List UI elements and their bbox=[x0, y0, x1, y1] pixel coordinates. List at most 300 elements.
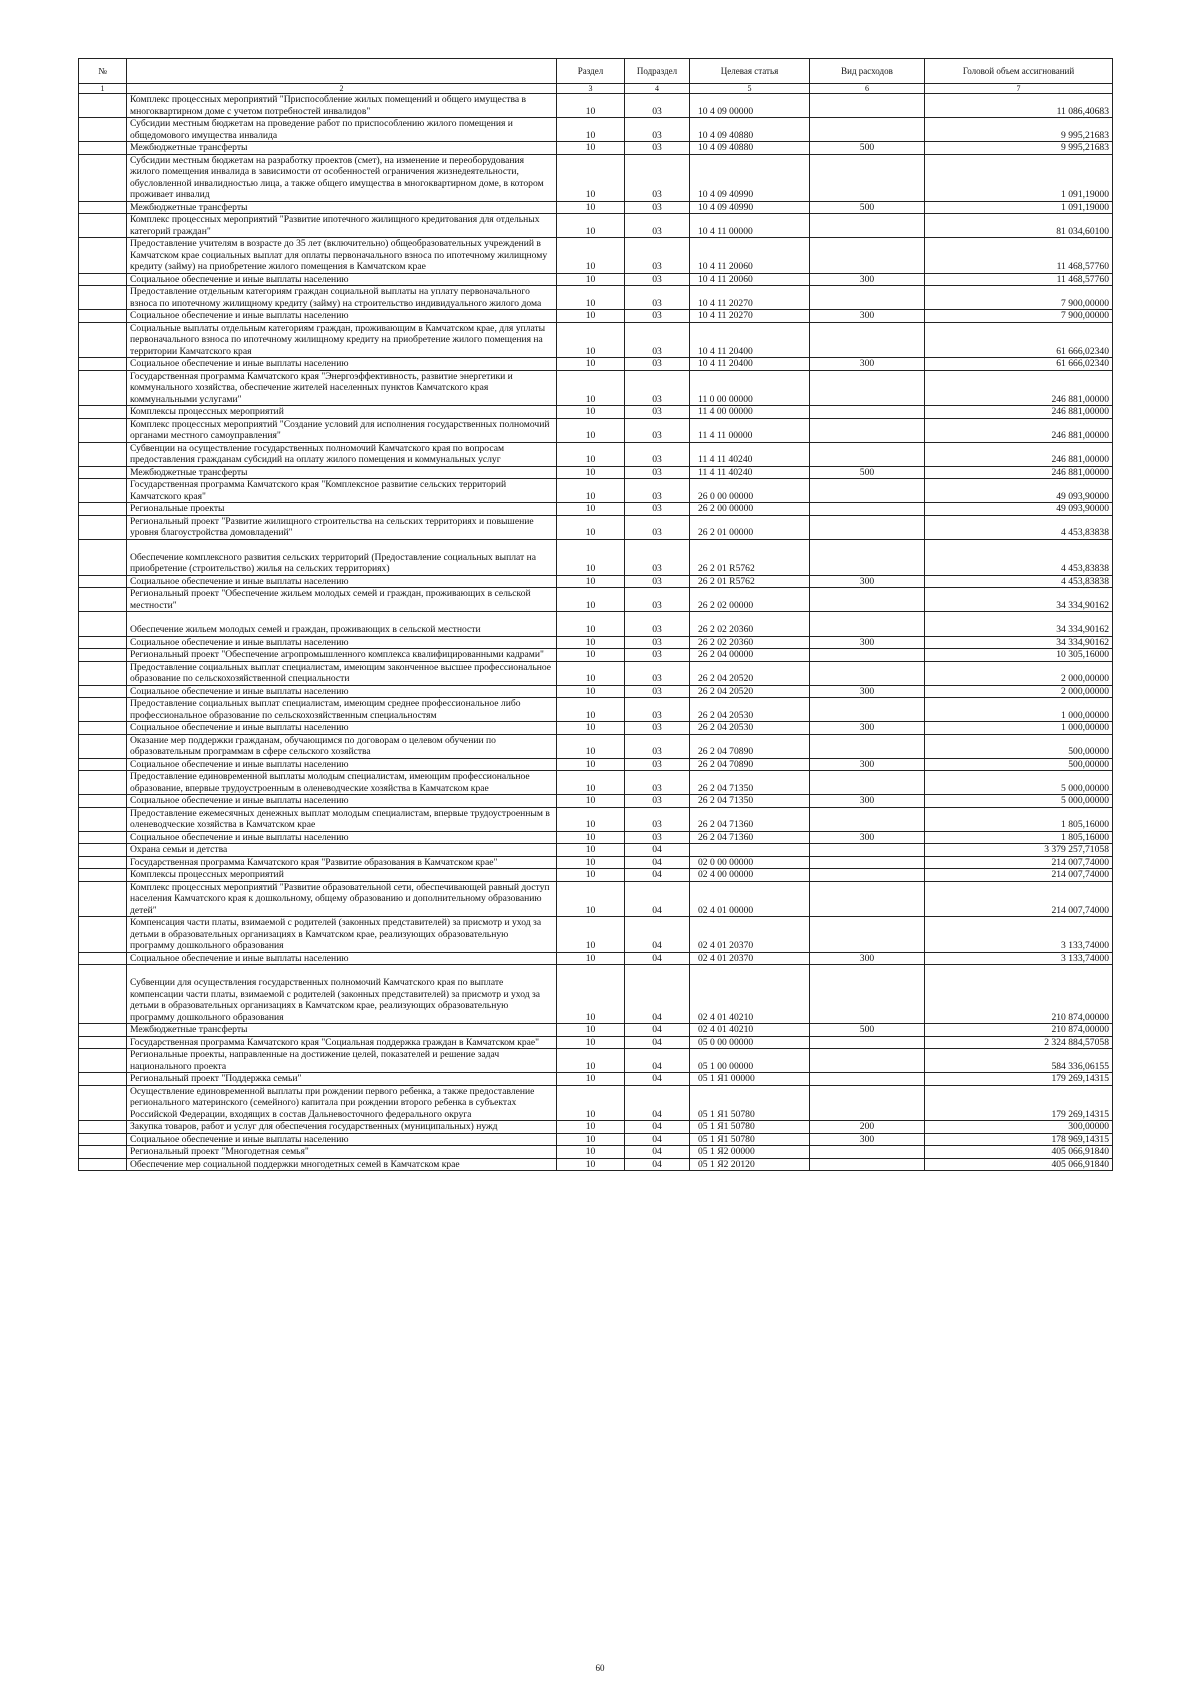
cell-num bbox=[79, 201, 127, 214]
cell-podrazdel: 03 bbox=[625, 698, 690, 722]
cell-amount: 9 995,21683 bbox=[925, 142, 1113, 155]
cell-target: 26 2 04 71350 bbox=[690, 771, 810, 795]
cell-target: 05 1 Я1 50780 bbox=[690, 1085, 810, 1121]
cell-target: 26 2 04 71360 bbox=[690, 807, 810, 831]
cell-target: 05 1 Я2 20120 bbox=[690, 1158, 810, 1171]
cell-target: 10 4 09 40880 bbox=[690, 118, 810, 142]
table-row bbox=[79, 917, 1113, 953]
cell-amount: 179 269,14315 bbox=[925, 1085, 1113, 1121]
cell-podrazdel: 03 bbox=[625, 649, 690, 662]
cell-num bbox=[79, 1073, 127, 1086]
table-row bbox=[79, 771, 1113, 795]
cell-vid bbox=[810, 661, 925, 685]
table-row bbox=[79, 636, 1113, 649]
table-row bbox=[79, 418, 1113, 442]
cell-target: 02 4 01 40210 bbox=[690, 965, 810, 1024]
cell-podrazdel: 03 bbox=[625, 322, 690, 358]
cell-vid: 500 bbox=[810, 466, 925, 479]
cell-podrazdel: 04 bbox=[625, 1133, 690, 1146]
table-row bbox=[79, 588, 1113, 612]
cell-target: 26 2 01 R5762 bbox=[690, 575, 810, 588]
cell-vid bbox=[810, 1158, 925, 1171]
cell-amount: 11 468,57760 bbox=[925, 238, 1113, 274]
cell-num bbox=[79, 1085, 127, 1121]
table-row bbox=[79, 952, 1113, 965]
cell-vid bbox=[810, 479, 925, 503]
cell-amount: 1 000,00000 bbox=[925, 698, 1113, 722]
table-row bbox=[79, 1133, 1113, 1146]
cell-name: Региональные проекты, направленные на достижение целей, показателей и решение задач национального проекта bbox=[127, 1049, 557, 1073]
table-row bbox=[79, 1146, 1113, 1159]
cell-vid: 300 bbox=[810, 273, 925, 286]
cell-vid bbox=[810, 370, 925, 406]
cell-num bbox=[79, 685, 127, 698]
cell-podrazdel: 03 bbox=[625, 539, 690, 575]
cell-name: Предоставление учителям в возрасте до 35 лет (включительно) общеобразовательных учреждений в Камчатском крае социальных выплат для оплаты первоначального взноса по ипотечному жилищному кредиту (займу) на приобретение жилого помещения в Камчатском крае bbox=[127, 238, 557, 274]
cell-razdel: 10 bbox=[557, 807, 625, 831]
cell-vid bbox=[810, 406, 925, 419]
cell-podrazdel: 04 bbox=[625, 965, 690, 1024]
table-row bbox=[79, 722, 1113, 735]
cell-podrazdel: 03 bbox=[625, 588, 690, 612]
cell-name: Социальное обеспечение и иные выплаты населению bbox=[127, 310, 557, 323]
cell-vid bbox=[810, 322, 925, 358]
cell-num bbox=[79, 722, 127, 735]
table-row bbox=[79, 831, 1113, 844]
cell-target: 11 4 11 40240 bbox=[690, 442, 810, 466]
cell-podrazdel: 03 bbox=[625, 466, 690, 479]
table-row bbox=[79, 795, 1113, 808]
table-row bbox=[79, 869, 1113, 882]
cell-amount: 11 086,40683 bbox=[925, 94, 1113, 118]
cell-podrazdel: 03 bbox=[625, 238, 690, 274]
table-row bbox=[79, 881, 1113, 917]
cell-amount: 405 066,91840 bbox=[925, 1158, 1113, 1171]
cell-num bbox=[79, 771, 127, 795]
cell-vid: 300 bbox=[810, 758, 925, 771]
cell-amount: 7 900,00000 bbox=[925, 310, 1113, 323]
cell-razdel: 10 bbox=[557, 94, 625, 118]
cell-name: Региональный проект "Поддержка семьи" bbox=[127, 1073, 557, 1086]
cell-podrazdel: 03 bbox=[625, 685, 690, 698]
cell-podrazdel: 03 bbox=[625, 831, 690, 844]
cell-podrazdel: 04 bbox=[625, 1158, 690, 1171]
cell-vid bbox=[810, 1146, 925, 1159]
cell-name: Межбюджетные трансферты bbox=[127, 142, 557, 155]
cell-amount: 1 805,16000 bbox=[925, 807, 1113, 831]
cell-podrazdel: 03 bbox=[625, 479, 690, 503]
header-index-row bbox=[79, 84, 1113, 94]
cell-razdel: 10 bbox=[557, 698, 625, 722]
cell-podrazdel: 03 bbox=[625, 661, 690, 685]
cell-podrazdel: 04 bbox=[625, 856, 690, 869]
table-row bbox=[79, 442, 1113, 466]
cell-num bbox=[79, 406, 127, 419]
cell-vid bbox=[810, 881, 925, 917]
table-row bbox=[79, 238, 1113, 274]
cell-target: 26 2 02 20360 bbox=[690, 636, 810, 649]
cell-razdel: 10 bbox=[557, 881, 625, 917]
cell-vid: 500 bbox=[810, 201, 925, 214]
cell-num bbox=[79, 758, 127, 771]
cell-target: 26 2 04 71360 bbox=[690, 831, 810, 844]
cell-vid bbox=[810, 418, 925, 442]
table-row bbox=[79, 856, 1113, 869]
cell-num bbox=[79, 503, 127, 516]
cell-amount: 210 874,00000 bbox=[925, 965, 1113, 1024]
cell-num bbox=[79, 358, 127, 371]
cell-target: 26 0 00 00000 bbox=[690, 479, 810, 503]
table-row bbox=[79, 1158, 1113, 1171]
cell-target: 05 0 00 00000 bbox=[690, 1036, 810, 1049]
table-row bbox=[79, 612, 1113, 637]
cell-num bbox=[79, 636, 127, 649]
cell-amount: 9 995,21683 bbox=[925, 118, 1113, 142]
cell-amount: 584 336,06155 bbox=[925, 1049, 1113, 1073]
cell-target: 26 2 04 20520 bbox=[690, 685, 810, 698]
cell-amount: 405 066,91840 bbox=[925, 1146, 1113, 1159]
cell-podrazdel: 03 bbox=[625, 310, 690, 323]
cell-razdel: 10 bbox=[557, 273, 625, 286]
cell-amount: 34 334,90162 bbox=[925, 636, 1113, 649]
cell-razdel: 10 bbox=[557, 466, 625, 479]
cell-num bbox=[79, 917, 127, 953]
cell-razdel: 10 bbox=[557, 406, 625, 419]
cell-amount: 49 093,90000 bbox=[925, 503, 1113, 516]
cell-amount: 11 468,57760 bbox=[925, 273, 1113, 286]
cell-name: Комплекс процессных мероприятий "Создание условий для исполнения государственных полномочий органами местного самоуправления" bbox=[127, 418, 557, 442]
table-row bbox=[79, 575, 1113, 588]
table-row bbox=[79, 1049, 1113, 1073]
cell-num bbox=[79, 795, 127, 808]
header-index: 3 bbox=[557, 84, 625, 94]
cell-num bbox=[79, 370, 127, 406]
cell-num bbox=[79, 856, 127, 869]
cell-num bbox=[79, 1158, 127, 1171]
cell-vid: 200 bbox=[810, 1121, 925, 1134]
cell-razdel: 10 bbox=[557, 952, 625, 965]
table-row bbox=[79, 758, 1113, 771]
cell-podrazdel: 03 bbox=[625, 515, 690, 539]
cell-amount: 34 334,90162 bbox=[925, 588, 1113, 612]
cell-podrazdel: 03 bbox=[625, 636, 690, 649]
cell-target: 26 2 01 R5762 bbox=[690, 539, 810, 575]
cell-amount: 7 900,00000 bbox=[925, 286, 1113, 310]
cell-num bbox=[79, 831, 127, 844]
cell-vid: 300 bbox=[810, 685, 925, 698]
cell-num bbox=[79, 1146, 127, 1159]
cell-podrazdel: 03 bbox=[625, 418, 690, 442]
cell-num bbox=[79, 612, 127, 637]
table-row bbox=[79, 94, 1113, 118]
cell-vid bbox=[810, 844, 925, 857]
cell-amount: 10 305,16000 bbox=[925, 649, 1113, 662]
cell-razdel: 10 bbox=[557, 286, 625, 310]
cell-num bbox=[79, 214, 127, 238]
table-row bbox=[79, 844, 1113, 857]
cell-name: Обеспечение комплексного развития сельских территорий (Предоставление социальных выплат на приобретение (строительство) жилья на сельских территориях) bbox=[127, 539, 557, 575]
cell-name: Региональный проект "Развитие жилищного строительства на сельских территориях и повышение уровня благоустройства домовладений" bbox=[127, 515, 557, 539]
table-body bbox=[79, 94, 1113, 1171]
cell-target: 26 2 00 00000 bbox=[690, 503, 810, 516]
table-row bbox=[79, 466, 1113, 479]
page-number: 60 bbox=[595, 1663, 605, 1673]
cell-amount: 1 805,16000 bbox=[925, 831, 1113, 844]
cell-name: Социальное обеспечение и иные выплаты населению bbox=[127, 575, 557, 588]
cell-name: Обеспечение жильем молодых семей и граждан, проживающих в сельской местности bbox=[127, 612, 557, 637]
cell-amount: 500,00000 bbox=[925, 758, 1113, 771]
header-num: № bbox=[79, 59, 127, 84]
cell-amount: 2 000,00000 bbox=[925, 661, 1113, 685]
cell-razdel: 10 bbox=[557, 612, 625, 637]
cell-razdel: 10 bbox=[557, 1024, 625, 1037]
cell-vid: 300 bbox=[810, 722, 925, 735]
cell-num bbox=[79, 118, 127, 142]
cell-amount: 3 379 257,71058 bbox=[925, 844, 1113, 857]
cell-vid: 500 bbox=[810, 1024, 925, 1037]
cell-podrazdel: 03 bbox=[625, 358, 690, 371]
cell-vid bbox=[810, 771, 925, 795]
table-row bbox=[79, 1121, 1113, 1134]
cell-name: Региональные проекты bbox=[127, 503, 557, 516]
table-row bbox=[79, 322, 1113, 358]
table-row bbox=[79, 503, 1113, 516]
cell-target: 05 1 Я1 50780 bbox=[690, 1121, 810, 1134]
cell-podrazdel: 03 bbox=[625, 370, 690, 406]
cell-vid bbox=[810, 238, 925, 274]
cell-num bbox=[79, 869, 127, 882]
cell-target: 02 4 00 00000 bbox=[690, 869, 810, 882]
cell-name: Комплекс процессных мероприятий "Приспособление жилых помещений и общего имущества в многоквартирном доме с учетом потребностей инвалидов" bbox=[127, 94, 557, 118]
cell-vid bbox=[810, 698, 925, 722]
cell-num bbox=[79, 515, 127, 539]
cell-podrazdel: 04 bbox=[625, 1036, 690, 1049]
cell-name: Субсидии местным бюджетам на проведение работ по приспособлению жилого помещения и общедомового имущества инвалида bbox=[127, 118, 557, 142]
cell-name: Социальное обеспечение и иные выплаты населению bbox=[127, 1133, 557, 1146]
cell-podrazdel: 04 bbox=[625, 1146, 690, 1159]
cell-target: 10 4 09 40880 bbox=[690, 142, 810, 155]
table-row bbox=[79, 515, 1113, 539]
cell-podrazdel: 04 bbox=[625, 1073, 690, 1086]
cell-target: 26 2 02 20360 bbox=[690, 612, 810, 637]
header-index: 1 bbox=[79, 84, 127, 94]
cell-razdel: 10 bbox=[557, 661, 625, 685]
cell-num bbox=[79, 539, 127, 575]
cell-podrazdel: 03 bbox=[625, 758, 690, 771]
cell-vid: 300 bbox=[810, 575, 925, 588]
cell-num bbox=[79, 952, 127, 965]
cell-vid bbox=[810, 94, 925, 118]
cell-target: 10 4 11 20400 bbox=[690, 322, 810, 358]
cell-podrazdel: 03 bbox=[625, 503, 690, 516]
cell-target: 05 1 Я1 50780 bbox=[690, 1133, 810, 1146]
cell-amount: 49 093,90000 bbox=[925, 479, 1113, 503]
cell-vid bbox=[810, 154, 925, 201]
cell-razdel: 10 bbox=[557, 734, 625, 758]
cell-razdel: 10 bbox=[557, 1121, 625, 1134]
cell-amount: 246 881,00000 bbox=[925, 442, 1113, 466]
cell-name: Социальное обеспечение и иные выплаты населению bbox=[127, 273, 557, 286]
cell-target: 26 2 04 71350 bbox=[690, 795, 810, 808]
cell-amount: 2 000,00000 bbox=[925, 685, 1113, 698]
cell-amount: 5 000,00000 bbox=[925, 771, 1113, 795]
header-name bbox=[127, 59, 557, 84]
cell-razdel: 10 bbox=[557, 1085, 625, 1121]
cell-razdel: 10 bbox=[557, 1133, 625, 1146]
cell-amount: 179 269,14315 bbox=[925, 1073, 1113, 1086]
cell-amount: 246 881,00000 bbox=[925, 466, 1113, 479]
cell-razdel: 10 bbox=[557, 370, 625, 406]
cell-podrazdel: 03 bbox=[625, 94, 690, 118]
cell-podrazdel: 03 bbox=[625, 286, 690, 310]
cell-num bbox=[79, 286, 127, 310]
cell-vid bbox=[810, 869, 925, 882]
cell-razdel: 10 bbox=[557, 358, 625, 371]
table-row bbox=[79, 118, 1113, 142]
cell-podrazdel: 03 bbox=[625, 612, 690, 637]
cell-name: Межбюджетные трансферты bbox=[127, 1024, 557, 1037]
cell-target: 05 1 00 00000 bbox=[690, 1049, 810, 1073]
cell-amount: 1 091,19000 bbox=[925, 154, 1113, 201]
cell-name: Социальное обеспечение и иные выплаты населению bbox=[127, 358, 557, 371]
cell-target: 26 2 04 70890 bbox=[690, 734, 810, 758]
cell-razdel: 10 bbox=[557, 636, 625, 649]
cell-razdel: 10 bbox=[557, 442, 625, 466]
cell-podrazdel: 03 bbox=[625, 142, 690, 155]
cell-razdel: 10 bbox=[557, 844, 625, 857]
cell-name: Государственная программа Камчатского края "Комплексное развитие сельских территорий Камчатского края" bbox=[127, 479, 557, 503]
cell-amount: 214 007,74000 bbox=[925, 856, 1113, 869]
cell-vid: 300 bbox=[810, 310, 925, 323]
cell-target: 10 4 11 20270 bbox=[690, 310, 810, 323]
cell-num bbox=[79, 734, 127, 758]
cell-target: 10 4 11 20270 bbox=[690, 286, 810, 310]
cell-name: Межбюджетные трансферты bbox=[127, 466, 557, 479]
table-row bbox=[79, 310, 1113, 323]
cell-razdel: 10 bbox=[557, 588, 625, 612]
cell-razdel: 10 bbox=[557, 1049, 625, 1073]
cell-podrazdel: 04 bbox=[625, 881, 690, 917]
cell-num bbox=[79, 965, 127, 1024]
cell-podrazdel: 03 bbox=[625, 214, 690, 238]
cell-podrazdel: 03 bbox=[625, 722, 690, 735]
cell-amount: 61 666,02340 bbox=[925, 358, 1113, 371]
header-razdel: Раздел bbox=[557, 59, 625, 84]
cell-razdel: 10 bbox=[557, 310, 625, 323]
cell-vid: 300 bbox=[810, 952, 925, 965]
cell-target: 05 1 Я1 00000 bbox=[690, 1073, 810, 1086]
cell-num bbox=[79, 322, 127, 358]
cell-name: Социальное обеспечение и иные выплаты населению bbox=[127, 952, 557, 965]
cell-vid bbox=[810, 515, 925, 539]
cell-amount: 1 000,00000 bbox=[925, 722, 1113, 735]
cell-razdel: 10 bbox=[557, 722, 625, 735]
cell-target: 26 2 04 70890 bbox=[690, 758, 810, 771]
cell-target: 26 2 04 20520 bbox=[690, 661, 810, 685]
table-row bbox=[79, 273, 1113, 286]
cell-podrazdel: 03 bbox=[625, 118, 690, 142]
cell-num bbox=[79, 94, 127, 118]
cell-vid bbox=[810, 1085, 925, 1121]
cell-num bbox=[79, 1049, 127, 1073]
cell-amount: 246 881,00000 bbox=[925, 418, 1113, 442]
cell-target: 10 4 11 20060 bbox=[690, 238, 810, 274]
cell-podrazdel: 03 bbox=[625, 201, 690, 214]
cell-razdel: 10 bbox=[557, 575, 625, 588]
cell-vid bbox=[810, 588, 925, 612]
cell-name: Комплексы процессных мероприятий bbox=[127, 406, 557, 419]
cell-podrazdel: 03 bbox=[625, 771, 690, 795]
cell-podrazdel: 03 bbox=[625, 273, 690, 286]
cell-amount: 4 453,83838 bbox=[925, 575, 1113, 588]
cell-amount: 81 034,60100 bbox=[925, 214, 1113, 238]
table-row bbox=[79, 1073, 1113, 1086]
cell-target: 11 0 00 00000 bbox=[690, 370, 810, 406]
cell-name: Региональный проект "Обеспечение жильем молодых семей и граждан, проживающих в сельской местности" bbox=[127, 588, 557, 612]
cell-vid bbox=[810, 118, 925, 142]
cell-vid bbox=[810, 734, 925, 758]
cell-target: 11 4 00 00000 bbox=[690, 406, 810, 419]
cell-name: Охрана семьи и детства bbox=[127, 844, 557, 857]
cell-vid bbox=[810, 1036, 925, 1049]
table-row bbox=[79, 142, 1113, 155]
header-amount: Головой объем ассигнований bbox=[925, 59, 1113, 84]
table-row bbox=[79, 965, 1113, 1024]
cell-amount: 2 324 884,57058 bbox=[925, 1036, 1113, 1049]
cell-num bbox=[79, 844, 127, 857]
cell-razdel: 10 bbox=[557, 917, 625, 953]
cell-razdel: 10 bbox=[557, 515, 625, 539]
cell-vid bbox=[810, 807, 925, 831]
cell-amount: 500,00000 bbox=[925, 734, 1113, 758]
cell-podrazdel: 03 bbox=[625, 795, 690, 808]
cell-razdel: 10 bbox=[557, 214, 625, 238]
cell-target: 11 4 11 40240 bbox=[690, 466, 810, 479]
cell-target: 02 4 01 20370 bbox=[690, 917, 810, 953]
table-row bbox=[79, 661, 1113, 685]
cell-amount: 246 881,00000 bbox=[925, 406, 1113, 419]
cell-name: Комплексы процессных мероприятий bbox=[127, 869, 557, 882]
cell-podrazdel: 04 bbox=[625, 917, 690, 953]
cell-num bbox=[79, 807, 127, 831]
cell-amount: 1 091,19000 bbox=[925, 201, 1113, 214]
cell-amount: 210 874,00000 bbox=[925, 1024, 1113, 1037]
cell-razdel: 10 bbox=[557, 1146, 625, 1159]
cell-vid bbox=[810, 503, 925, 516]
cell-vid: 300 bbox=[810, 795, 925, 808]
cell-target: 05 1 Я2 00000 bbox=[690, 1146, 810, 1159]
cell-podrazdel: 04 bbox=[625, 1085, 690, 1121]
cell-name: Социальное обеспечение и иные выплаты населению bbox=[127, 685, 557, 698]
cell-razdel: 10 bbox=[557, 539, 625, 575]
cell-razdel: 10 bbox=[557, 869, 625, 882]
budget-table-sheet bbox=[78, 58, 1112, 1171]
cell-num bbox=[79, 479, 127, 503]
cell-num bbox=[79, 273, 127, 286]
table-header bbox=[79, 59, 1113, 94]
cell-razdel: 10 bbox=[557, 856, 625, 869]
cell-vid bbox=[810, 965, 925, 1024]
cell-vid bbox=[810, 286, 925, 310]
cell-name: Социальное обеспечение и иные выплаты населению bbox=[127, 636, 557, 649]
cell-podrazdel: 04 bbox=[625, 844, 690, 857]
cell-name: Субвенции для осуществления государственных полномочий Камчатского края по выплате компенсации части платы, взимаемой с родителей (законных представителей) за присмотр и уход за детьми в образовательных организациях в Камчатском крае, реализующих образовательную программу дошкольного образования bbox=[127, 965, 557, 1024]
cell-name: Компенсация части платы, взимаемой с родителей (законных представителей) за присмотр и уход за детьми в образовательных организациях в Камчатском крае, реализующих образовательную программу дошкольного образования bbox=[127, 917, 557, 953]
cell-target: 26 2 02 00000 bbox=[690, 588, 810, 612]
cell-podrazdel: 03 bbox=[625, 406, 690, 419]
table-row bbox=[79, 406, 1113, 419]
cell-amount: 61 666,02340 bbox=[925, 322, 1113, 358]
